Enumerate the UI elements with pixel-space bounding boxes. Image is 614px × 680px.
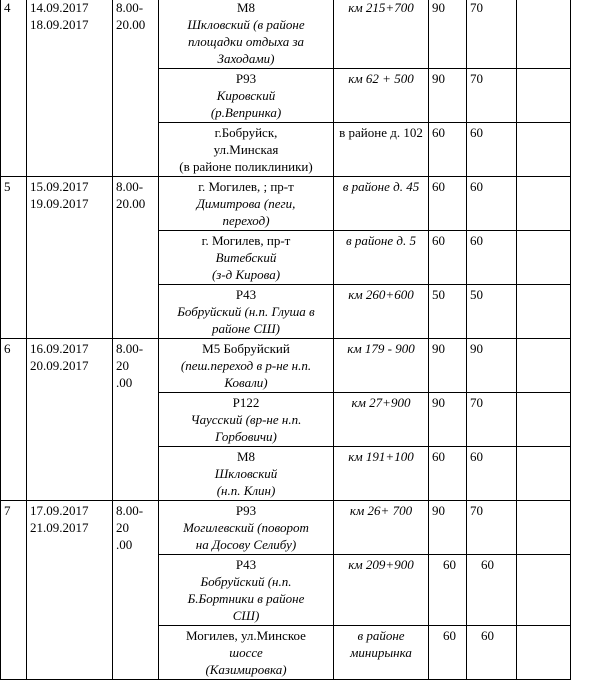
location-line: М8 <box>236 0 256 15</box>
location-line: районе СШ) <box>211 321 281 336</box>
speed-limit-1: 60 <box>432 233 445 248</box>
km-cell <box>334 626 429 680</box>
speed-limit-1: 90 <box>432 0 445 15</box>
location-line: Кировский <box>216 88 276 103</box>
text-line: .00 <box>116 375 133 390</box>
location-line: Димитрова (пеги, <box>196 196 296 211</box>
empty-cell <box>517 231 571 285</box>
km-marker: км 26+ 700 <box>349 503 413 518</box>
km-cell <box>334 501 429 555</box>
text-line: 19.09.2017 <box>30 196 89 211</box>
row-number-cell <box>1 177 27 339</box>
speed-limit-2: 70 <box>470 395 483 410</box>
km-marker: км 191+100 <box>348 449 414 464</box>
empty-cell <box>517 555 571 626</box>
date-cell <box>27 501 113 680</box>
speed-limit-1: 90 <box>432 503 445 518</box>
km-marker: в районе д. 5 <box>346 233 416 248</box>
speed-limit-1-cell <box>429 447 467 501</box>
location-cell <box>159 177 334 231</box>
location-cell <box>159 393 334 447</box>
text-line: 20.09.2017 <box>30 358 89 373</box>
speed-limit-1-cell <box>429 626 467 680</box>
km-cell <box>334 69 429 123</box>
speed-limit-1-cell <box>429 555 467 626</box>
empty-cell <box>517 285 571 339</box>
speed-limit-2-cell <box>467 177 517 231</box>
location-line: площадки отдыха за <box>187 34 305 49</box>
speed-limit-2-cell <box>467 123 517 177</box>
location-line: Р43 <box>235 287 257 302</box>
location-line: Витебский <box>215 250 277 265</box>
km-cell <box>334 0 429 69</box>
location-line: Бобруйский (н.п. Глуша в <box>177 304 315 319</box>
km-cell <box>334 339 429 393</box>
empty-cell <box>517 339 571 393</box>
location-line: Горбовичи) <box>215 429 277 444</box>
location-line: Могилевский (поворот <box>183 520 309 535</box>
km-cell <box>334 231 429 285</box>
location-line: (н.п. Клин) <box>216 483 276 498</box>
table-row <box>1 0 571 69</box>
speed-limit-2-cell <box>467 69 517 123</box>
row-number-cell <box>1 501 27 680</box>
text-line: 16.09.2017 <box>30 341 89 356</box>
time-cell <box>113 177 159 339</box>
speed-limit-1-cell <box>429 285 467 339</box>
speed-limit-2-cell <box>467 0 517 69</box>
speed-limit-2: 60 <box>481 557 494 572</box>
text-line: 18.09.2017 <box>30 17 89 32</box>
location-line: Р43 <box>235 557 257 572</box>
speed-limit-2: 60 <box>470 179 483 194</box>
location-cell <box>159 231 334 285</box>
date-cell <box>27 339 113 501</box>
km-marker: в районе минирынка <box>350 628 412 660</box>
location-cell <box>159 501 334 555</box>
speed-limit-2-cell <box>467 501 517 555</box>
km-cell <box>334 447 429 501</box>
speed-limit-1-cell <box>429 0 467 69</box>
location-line: СШ) <box>232 608 260 623</box>
text-line: 14.09.2017 <box>30 0 89 15</box>
location-line: Р93 <box>235 503 257 518</box>
location-cell <box>159 447 334 501</box>
location-line: Чаусский (вр-не н.п. <box>190 412 302 427</box>
text-line: 17.09.2017 <box>30 503 89 518</box>
empty-cell <box>517 177 571 231</box>
speed-limit-2-cell <box>467 339 517 393</box>
location-cell <box>159 123 334 177</box>
speed-limit-1: 90 <box>432 395 445 410</box>
location-cell <box>159 0 334 69</box>
text-line: 15.09.2017 <box>30 179 89 194</box>
table-row <box>1 177 571 231</box>
table-row <box>1 339 571 393</box>
row-number: 5 <box>4 179 11 194</box>
speed-limit-1-cell <box>429 231 467 285</box>
location-line: ул.Минская <box>213 142 279 157</box>
km-cell <box>334 393 429 447</box>
speed-limit-2-cell <box>467 626 517 680</box>
km-marker: км 27+900 <box>351 395 411 410</box>
speed-limit-2: 70 <box>470 0 483 15</box>
text-line: 20.00 <box>116 17 146 32</box>
speed-limit-2: 70 <box>470 71 483 86</box>
table-row <box>1 501 571 555</box>
km-cell <box>334 177 429 231</box>
location-line: Ковали) <box>224 375 268 390</box>
date-cell <box>27 177 113 339</box>
speed-limit-2: 60 <box>470 125 483 140</box>
speed-limit-1: 60 <box>432 179 445 194</box>
speed-limit-1: 60 <box>443 557 456 572</box>
speed-limit-1: 60 <box>432 125 445 140</box>
speed-limit-2-cell <box>467 231 517 285</box>
speed-limit-1-cell <box>429 501 467 555</box>
location-line: Шкловский <box>214 466 278 481</box>
speed-limit-1-cell <box>429 339 467 393</box>
location-line: М5 Бобруйский <box>202 341 290 356</box>
location-line: шоссе <box>229 645 263 660</box>
empty-cell <box>517 626 571 680</box>
location-line: Заходами) <box>217 51 275 66</box>
speed-limit-1-cell <box>429 69 467 123</box>
text-line: .00 <box>116 537 133 552</box>
speed-limit-1: 90 <box>432 71 445 86</box>
speed-limit-1-cell <box>429 123 467 177</box>
time-cell <box>113 0 159 177</box>
km-marker: км 62 + 500 <box>348 71 414 86</box>
km-marker: км 179 - 900 <box>347 341 415 356</box>
location-line: г.Бобруйск, <box>214 125 278 140</box>
speed-limit-1: 50 <box>432 287 445 302</box>
speed-limit-2: 70 <box>470 503 483 518</box>
location-line: переход) <box>222 213 270 228</box>
time-cell <box>113 339 159 501</box>
location-line: на Досову Селибу) <box>195 537 297 552</box>
speed-limit-1-cell <box>429 177 467 231</box>
location-line: (в районе поликлиники) <box>179 159 313 174</box>
location-cell <box>159 285 334 339</box>
location-line: Бобруйский (н.п. <box>200 574 292 589</box>
text-line: 8.00-20 <box>116 503 144 535</box>
text-line: 8.00- <box>116 179 144 194</box>
km-marker: в районе д. 45 <box>342 179 420 194</box>
location-line: (Казимировка) <box>205 662 287 677</box>
km-cell <box>334 285 429 339</box>
row-number: 6 <box>4 341 11 356</box>
speed-limit-1: 60 <box>443 628 456 643</box>
speed-limit-2: 50 <box>470 287 483 302</box>
text-line: 8.00-20 <box>116 341 144 373</box>
speed-limit-2: 60 <box>470 233 483 248</box>
location-cell <box>159 555 334 626</box>
speed-limit-1-cell <box>429 393 467 447</box>
location-cell <box>159 626 334 680</box>
location-line: М8 <box>236 449 256 464</box>
km-marker: в районе д. 102 <box>339 125 423 140</box>
location-line: Р93 <box>235 71 257 86</box>
location-cell <box>159 339 334 393</box>
row-number-cell <box>1 0 27 177</box>
km-marker: км 209+900 <box>348 557 414 572</box>
row-number: 4 <box>4 0 11 15</box>
row-number-cell <box>1 339 27 501</box>
empty-cell <box>517 501 571 555</box>
location-line: (з-д Кирова) <box>211 267 281 282</box>
location-line: Шкловский (в районе <box>187 17 305 32</box>
text-line: 8.00- <box>116 0 144 15</box>
location-line: Могилев, ул.Минское <box>186 628 306 643</box>
empty-cell <box>517 69 571 123</box>
speed-limit-2: 60 <box>470 449 483 464</box>
speed-limit-2-cell <box>467 393 517 447</box>
location-line: Р122 <box>232 395 260 410</box>
km-cell <box>334 555 429 626</box>
km-marker: км 215+700 <box>348 0 414 15</box>
location-line: Б.Бортники в районе <box>187 591 305 606</box>
speed-limit-2-cell <box>467 555 517 626</box>
empty-cell <box>517 447 571 501</box>
speed-limit-2: 90 <box>470 341 483 356</box>
date-cell <box>27 0 113 177</box>
table-body <box>1 0 571 680</box>
speed-limit-1: 90 <box>432 341 445 356</box>
km-marker: км 260+600 <box>348 287 414 302</box>
location-line: (пеш.переход в р-не н.п. <box>180 358 312 373</box>
location-cell <box>159 69 334 123</box>
km-cell <box>334 123 429 177</box>
speed-limit-1: 60 <box>432 449 445 464</box>
text-line: 20.00 <box>116 196 146 211</box>
time-cell <box>113 501 159 680</box>
speed-limit-2-cell <box>467 285 517 339</box>
text-line: 21.09.2017 <box>30 520 89 535</box>
empty-cell <box>517 393 571 447</box>
location-line: (р.Вепринка) <box>210 105 282 120</box>
location-line: г. Могилев, пр-т <box>201 233 291 248</box>
speed-limit-2-cell <box>467 447 517 501</box>
empty-cell <box>517 0 571 69</box>
location-line: г. Могилев, ; пр-т <box>198 179 294 194</box>
empty-cell <box>517 123 571 177</box>
row-number: 7 <box>4 503 11 518</box>
speed-limit-2: 60 <box>481 628 494 643</box>
